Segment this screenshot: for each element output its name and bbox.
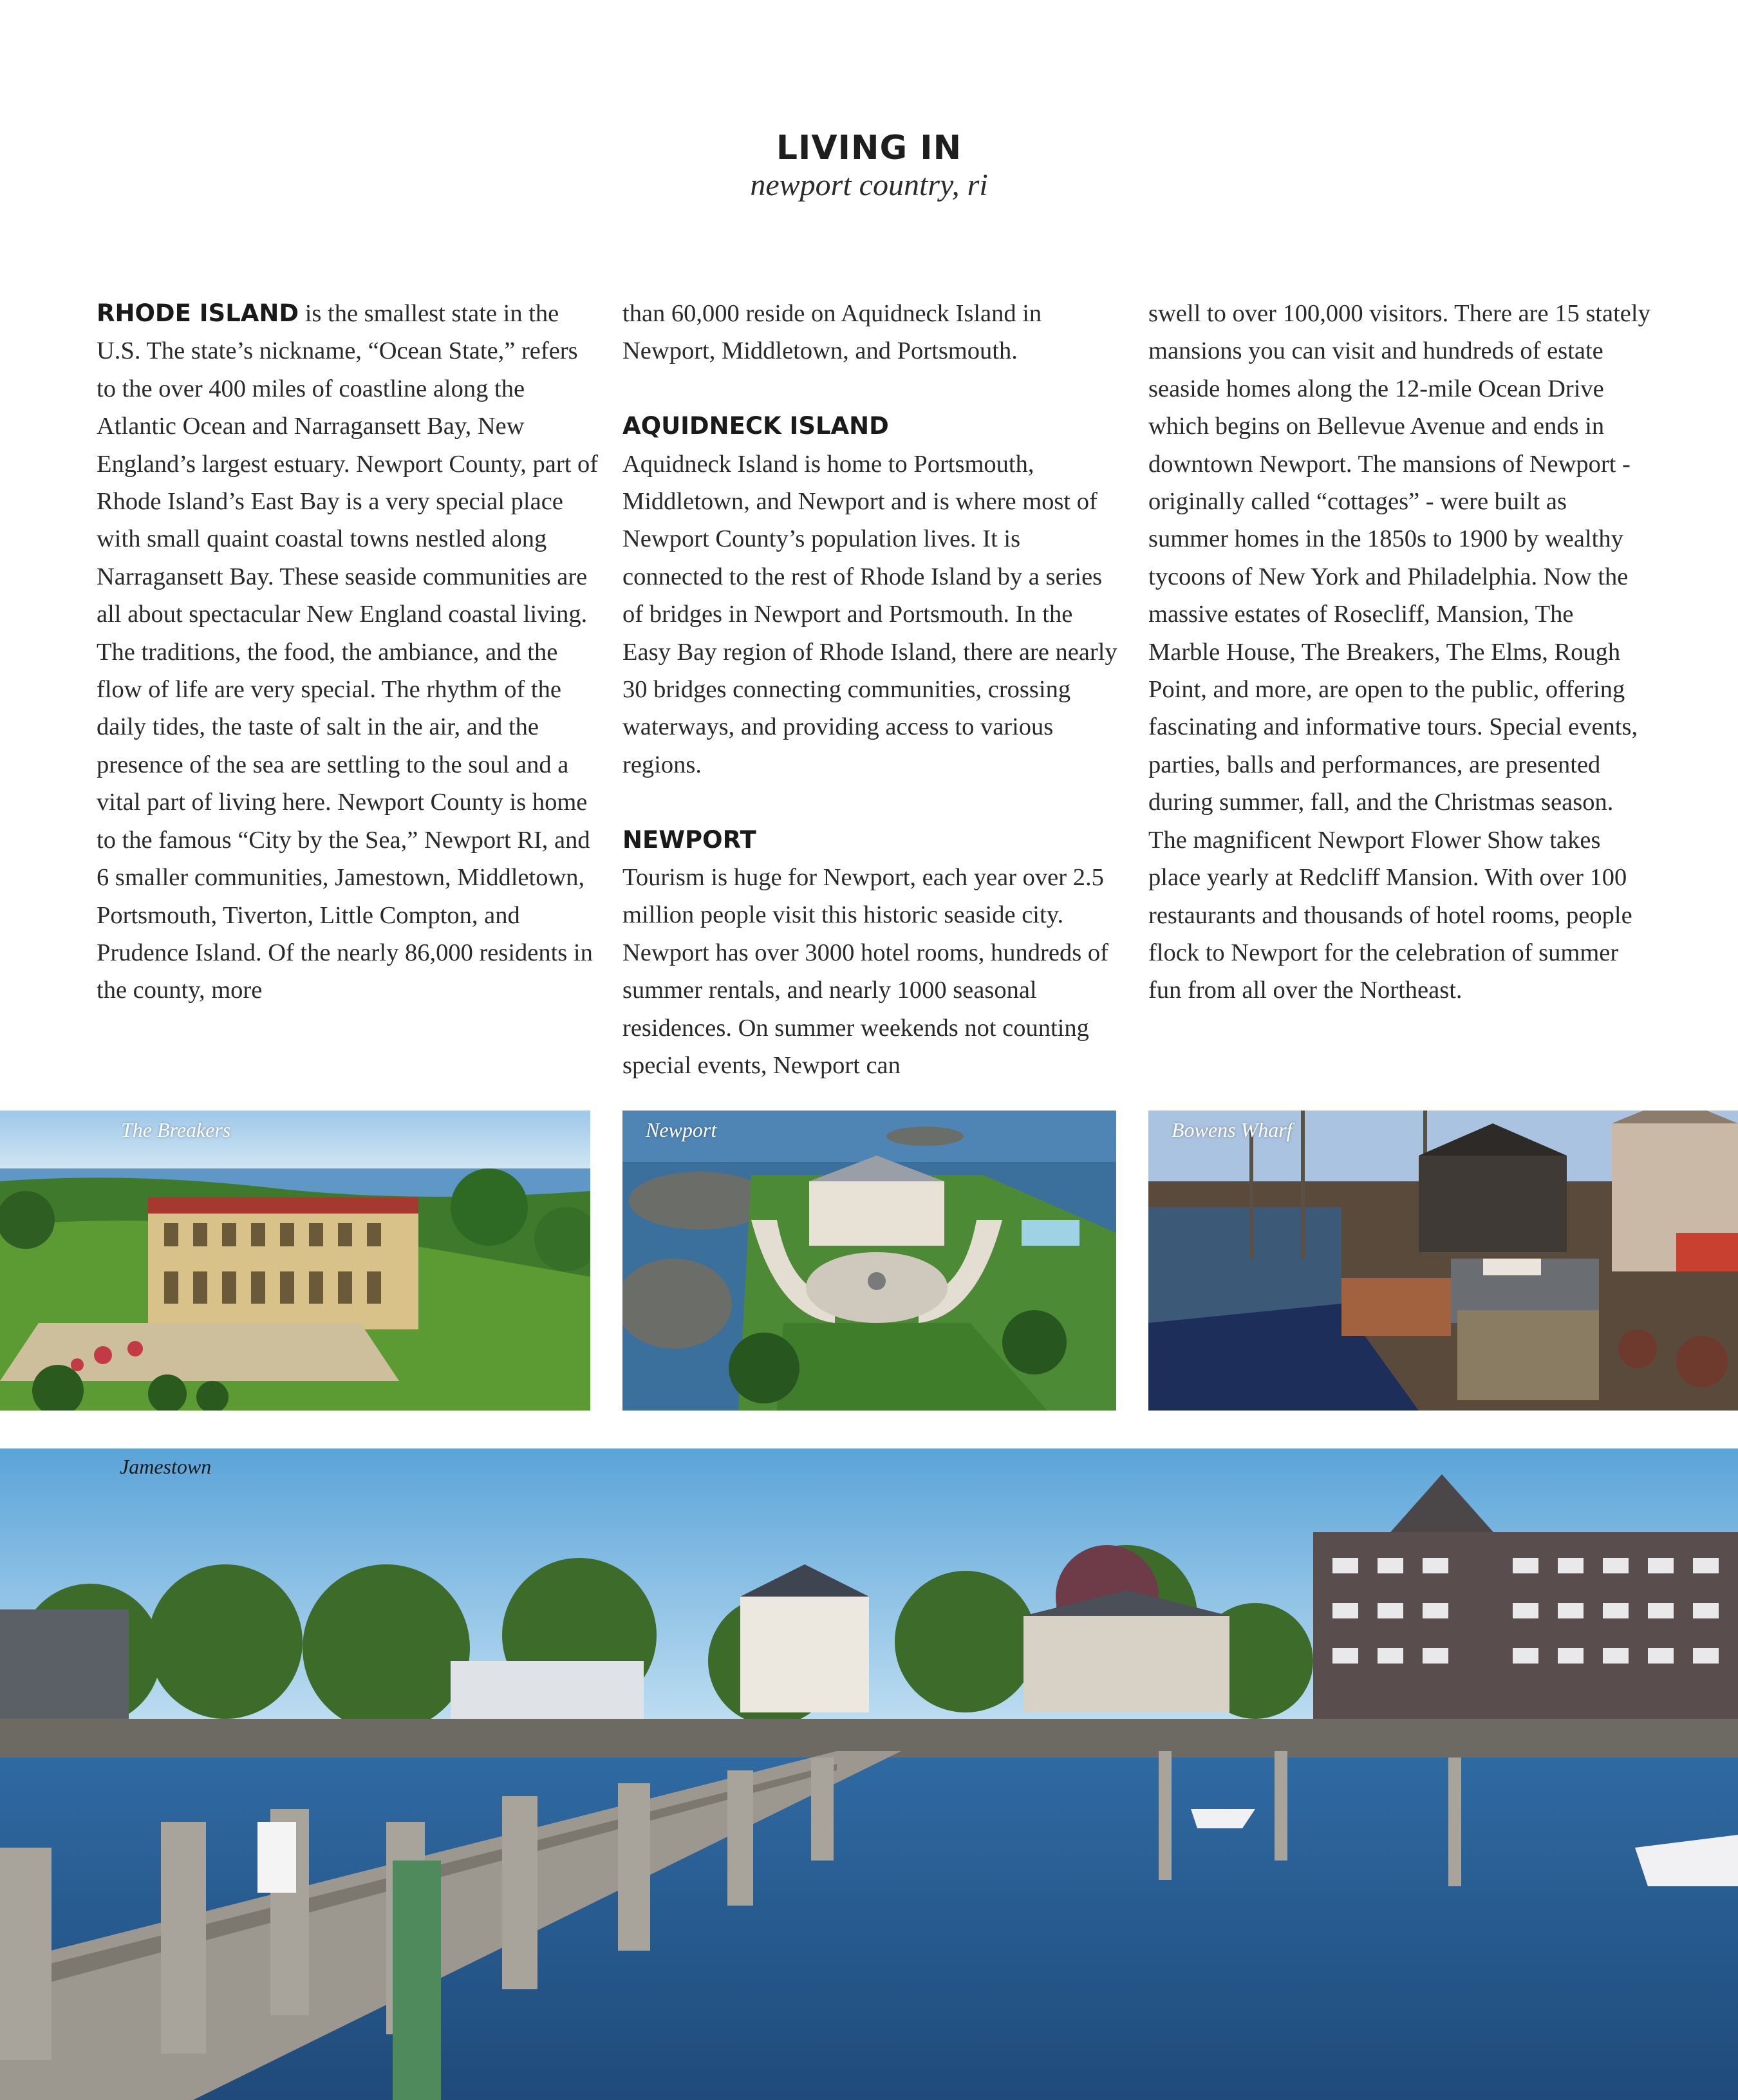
caption-the-breakers: The Breakers	[121, 1118, 231, 1141]
lead-rhode-island: RHODE ISLAND	[97, 299, 299, 327]
aquidneck-paragraph: Aquidneck Island is home to Portsmouth, Middletown, and Newport and is where most of Newport County’s population lives. It is connected to the rest of Rhode Island by a series of bridges in Newport and Portsmouth. In the Easy Bay region of Rhode Island, there are nearly 30 bridges connecting communities, crossing waterways, and providing access to various regions.	[622, 450, 1117, 778]
page-header	[0, 129, 1738, 203]
photo-the-breakers	[0, 1111, 590, 1411]
photo-jamestown	[0, 1448, 1738, 2100]
caption-bowens-wharf: Bowens Wharf	[1172, 1118, 1293, 1141]
rhode-island-paragraph	[97, 295, 599, 1009]
caption-jamestown: Jamestown	[120, 1455, 212, 1478]
heading-newport: NEWPORT	[622, 825, 756, 854]
page-subtitle: newport country, ri	[750, 168, 988, 202]
heading-aquidneck-island: AQUIDNECK ISLAND	[622, 412, 889, 440]
photo-bowens-wharf	[1148, 1111, 1738, 1411]
newport-paragraph: Tourism is huge for Newport, each year over 2.5 million people visit this historic seaside city. Newport has over 3000 hotel rooms, hundreds of summer rentals, and nearly 1000 seasonal residences. On summer weekends not counting special events, Newport can	[622, 864, 1108, 1080]
column-1	[97, 295, 599, 1009]
caption-newport: Newport	[646, 1118, 717, 1141]
mansions-paragraph: swell to over 100,000 visitors. There are 15 stately mansions you can visit and hundreds of estate seaside homes along the 12-mile Ocean Drive which begins on Bellevue Avenue and ends in downtown Newport. The mansions of Newport - originally called “cottages” - were built as summer homes in the 1850s to 1900 by wealthy tycoons of New York and Philadelphia. Now the massive estates of Rosecliff, Mansion, The Marble House, The Breakers, The Elms, Rough Point, and more, are open to the public, offering fascinating and informative tours. Special events, parties, balls and performances, are presented during summer, fall, and the Christmas season. The magnificent Newport Flower Show takes place yearly at Redcliff Mansion. With over 100 restaurants and thousands of hotel rooms, people flock to Newport for the celebration of summer fun from all over the Northeast.	[1148, 300, 1650, 1004]
page-title: LIVING IN	[776, 129, 962, 167]
photo-newport	[622, 1111, 1116, 1411]
intro-paragraph: than 60,000 reside on Aquidneck Island in Newport, Middletown, and Portsmouth.	[622, 300, 1042, 365]
column-2	[622, 295, 1125, 1085]
rhode-island-text: is the smallest state in the U.S. The state’s nickname, “Ocean State,” refers to the over 400 miles of coastline along the Atlantic Ocean and Narragansett Bay, New England’s largest estuary. Newport County, part of Rhode Island’s East Bay is a very special place with small quaint coastal towns nestled along Narragansett Bay. These seaside communities are all about spectacular New England coastal living. The traditions, the food, the ambiance, and the flow of life are very special. The rhythm of the daily tides, the taste of salt in the air, and the presence of the sea are settling to the soul and a vital part of living here. Newport County is home to the famous “City by the Sea,” Newport RI, and 6 smaller communities, Jamestown, Middletown, Portsmouth, Tiverton, Little Compton, and Prudence Island. Of the nearly 86,000 residents in the county, more	[97, 300, 599, 1004]
column-3	[1148, 295, 1650, 1009]
